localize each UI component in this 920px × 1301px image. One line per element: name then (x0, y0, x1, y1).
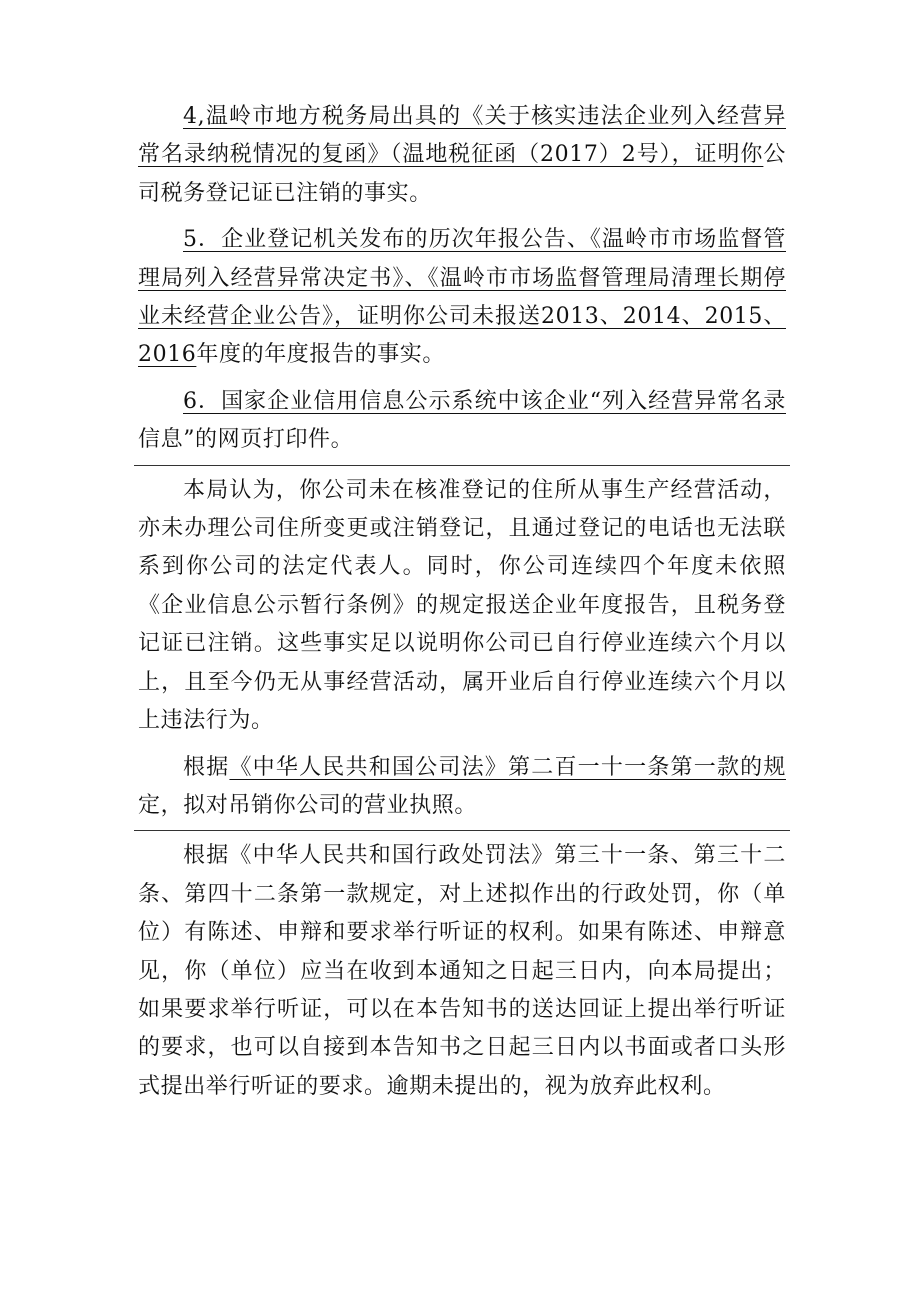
finding-paragraph: 本局认为，你公司未在核准登记的住所从事生产经营活动，亦未办理公司住所变更或注销登记，且通过登记的电话也无法联系到你公司的法定代表人。同时，你公司连续四个年度未依照《企业信息公示暂行条例》的规定报送企业年度报告，且税务登记证已注销。这些事实足以说明你公司已自行停业连续六个月以上，且至今仍无从事经营活动，属开业后自行停业连续六个月以上违法行为。 (138, 477, 786, 734)
evidence-item-5 (138, 221, 786, 375)
evidence-item-6-text: 信息”的网页打印件。 (138, 427, 354, 453)
document-page (138, 98, 786, 1106)
evidence-item-5-underlined-text: 5．企业登记机关发布的历次年报公告、《温岭市市场监督管理局列入经营异常决定书》、《温岭市市场监督管理局清理长期停业未经营企业公告》，证明你公司未报送2013、2014、2015、2016 (138, 227, 786, 368)
evidence-item-4 (138, 98, 786, 213)
evidence-item-6-underlined-text: 6．国家企业信用信息公示系统中该企业“列入经营异常名录 (183, 388, 786, 414)
evidence-item-5-text: 年度的年度报告的事实。 (196, 342, 445, 368)
evidence-item-4-text: 公司税务登记证已注销的事实。 (138, 142, 786, 206)
evidence-item-4-underlined-text: 4,温岭市地方税务局出具的《关于核实违法企业列入经营异常名录纳税情况的复函》（温地税征函（2017）2号），证明你 (138, 104, 786, 168)
legal-basis-paragraph (138, 749, 786, 826)
evidence-item-6 (138, 383, 786, 460)
legal-basis-suffix: 定，拟对吊销你公司的营业执照。 (138, 792, 478, 818)
rights-paragraph: 根据《中华人民共和国行政处罚法》第三十一条、第三十二条、第四十二条第一款规定，对上述拟作出的行政处罚，你（单位）有陈述、申辩和要求举行听证的权利。如果有陈述、申辩意见，你（单位）应当在收到本通知之日起三日内，向本局提出；如果要求举行听证，可以在本告知书的送达回证上提出举行听证的要求，也可以自接到本告知书之日起三日内以书面或者口头形式提出举行听证的要求。逾期未提出的，视为放弃此权利。 (138, 843, 786, 1099)
legal-basis-underlined-text: 《中华人民共和国公司法》第二百一十一条第一款的规 (229, 754, 786, 780)
divider-rule (134, 830, 790, 831)
legal-basis-prefix: 根据 (183, 754, 230, 780)
divider-rule (134, 465, 790, 466)
